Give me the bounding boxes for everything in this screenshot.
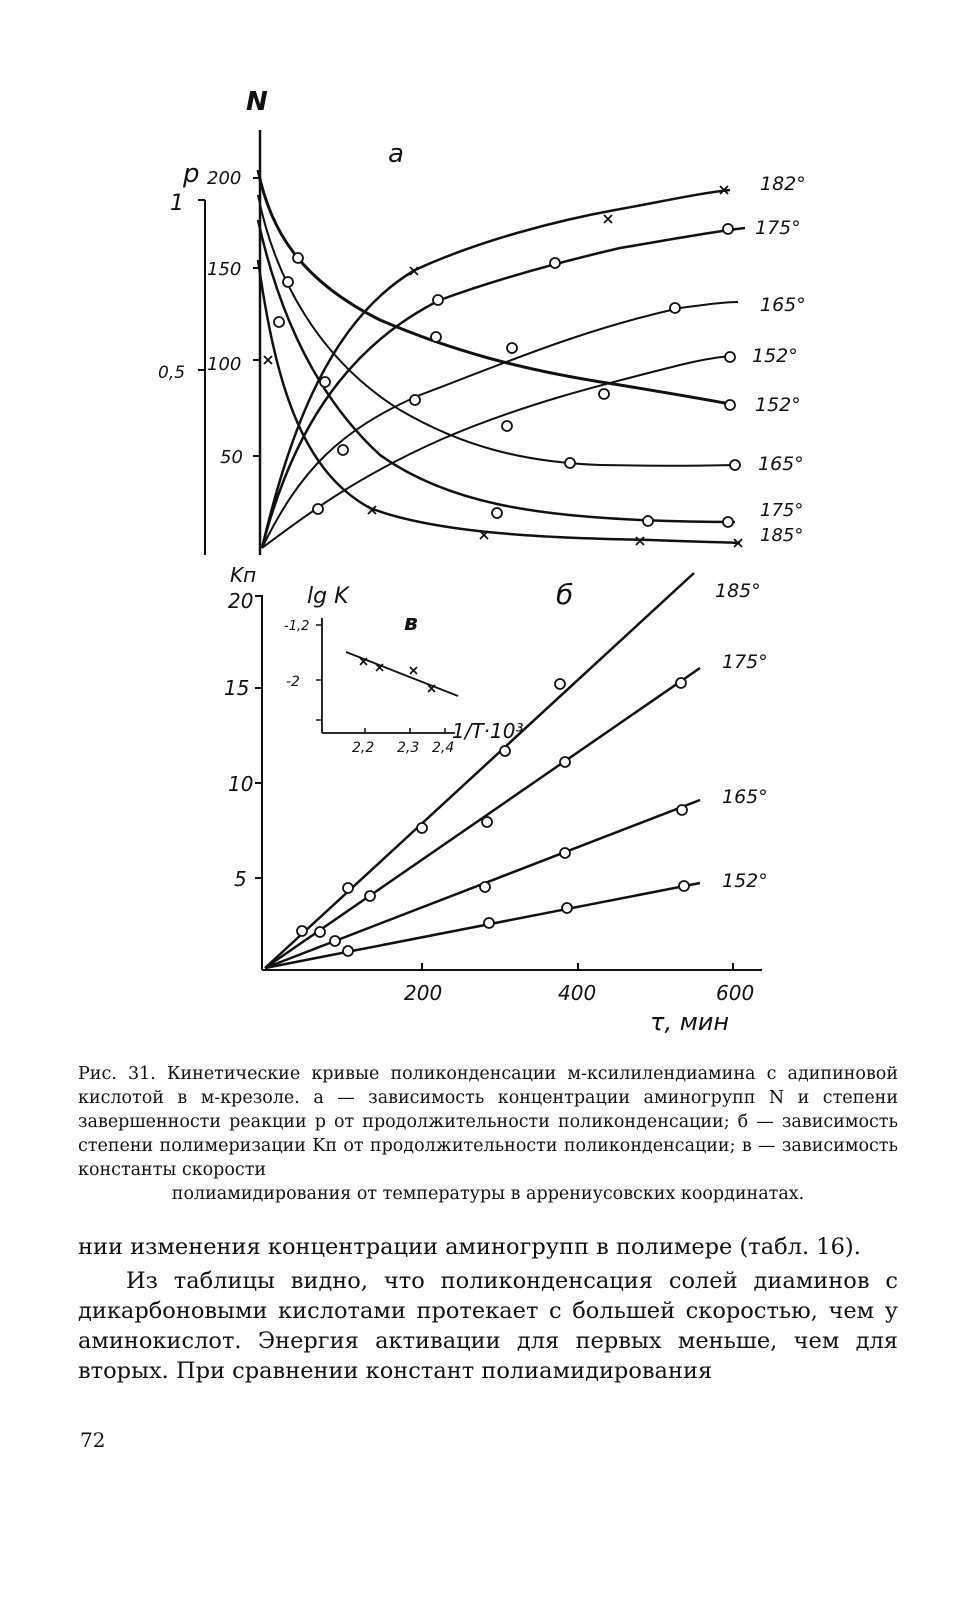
body-text — [78, 1232, 898, 1386]
line-label-152: 152° — [722, 870, 768, 892]
panel-a-label: a — [388, 139, 404, 169]
p-tick-05: 0,5 — [158, 363, 186, 383]
page-number: 72 — [80, 1428, 106, 1452]
b-y-tick-15: 15 — [224, 676, 250, 700]
b-y-tick-5: 5 — [234, 867, 247, 891]
panel-c — [316, 618, 458, 733]
b-y-tick-20: 20 — [228, 589, 254, 613]
c-y-tick-2: -2 — [286, 674, 300, 690]
b-x-label: τ, мин — [650, 1008, 730, 1036]
n-tick-200: 200 — [207, 168, 242, 189]
caption-text: Рис. 31. Кинетические кривые поликонденсации м-ксилилендиамина с адипиновой кислотой в м-крезоле. а — зависимость концентрации аминогрупп N и степени завершенности реакции p от продолжительности поликонденсации; б — зависимость степени полимеризации Kп от продолжительности поликонденсации; в — зависимость константы скорости — [78, 1064, 898, 1180]
paragraph-1: нии изменения концентрации аминогрупп в полимере (табл. 16). — [78, 1234, 861, 1260]
curve-185-down — [258, 260, 740, 543]
c-x-tick-24: 2,4 — [432, 740, 455, 756]
c-x-label: 1/T·10³ — [452, 719, 524, 743]
panel-c-y-label: lg K — [307, 584, 349, 609]
line-185 — [265, 573, 694, 968]
p-tick-1: 1 — [170, 191, 184, 216]
c-x-tick-22: 2,2 — [352, 740, 375, 756]
panel-c-fit-line — [346, 652, 458, 696]
curve-175-up — [262, 228, 745, 548]
b-x-tick-200: 200 — [404, 981, 443, 1005]
n-tick-150: 150 — [207, 259, 242, 280]
line-label-175: 175° — [722, 651, 768, 673]
panel-c-label: в — [404, 611, 418, 636]
panel-b-y-label: Kп — [230, 563, 257, 587]
c-x-tick-23: 2,3 — [397, 740, 420, 756]
series-label-152b: 152° — [755, 394, 801, 416]
series-label-152a: 152° — [752, 345, 798, 367]
panel-a — [198, 130, 745, 555]
series-label-185: 185° — [760, 525, 804, 546]
curve-182 — [262, 190, 730, 548]
paragraph-2: Из таблицы видно, что поликонденсация солей диаминов с дикарбоновыми кислотами протекает с большей скоростью, чем у аминокислот. Энергия активации для первых меньше, чем для вторых. При сравнении констант полиамидирования — [78, 1268, 898, 1384]
axis-p-label: p — [183, 159, 200, 189]
series-label-165a: 165° — [760, 294, 806, 316]
series-label-175b: 175° — [760, 500, 804, 521]
line-label-185: 185° — [715, 580, 761, 602]
n-tick-50: 50 — [220, 447, 243, 468]
line-175 — [265, 668, 700, 968]
b-x-tick-600: 600 — [716, 981, 755, 1005]
panel-b — [255, 573, 762, 970]
c-y-tick-1: -1,2 — [284, 619, 310, 634]
curve-165-down — [258, 195, 735, 466]
series-label-175a: 175° — [755, 217, 801, 239]
series-label-182: 182° — [760, 173, 806, 195]
line-label-165: 165° — [722, 786, 768, 808]
curve-152-up — [262, 356, 730, 548]
b-y-tick-10: 10 — [228, 772, 254, 796]
caption-text-end: полиамидирования от температуры в аррениусовских координатах. — [171, 1184, 805, 1204]
line-152 — [265, 883, 700, 968]
axis-n-label: N — [246, 87, 268, 117]
n-tick-100: 100 — [207, 354, 242, 375]
series-label-165b: 165° — [758, 453, 804, 475]
b-x-tick-400: 400 — [558, 981, 597, 1005]
panel-b-label: б — [556, 578, 574, 611]
figure-caption — [78, 1062, 898, 1206]
